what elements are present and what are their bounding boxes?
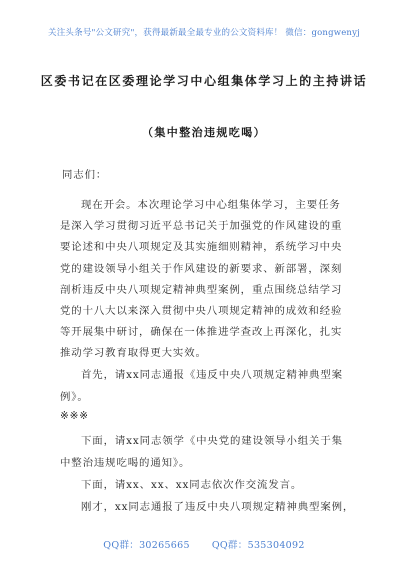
document-title: 区委书记在区委理论学习中心组集体学习上的主持讲话	[40, 74, 368, 88]
body-line: 首先，请xx同志通报《违反中央八项规定精神典型案	[81, 369, 343, 381]
header-promo-note: 关注头条号"公文研究"，获得最新最全最专业的公文资料库！ 微信：gongwenyj	[48, 28, 360, 38]
body-line: ※※※	[60, 410, 89, 422]
body-line: 党的建设领导小组关于作风建设的新要求、新部署，深刻	[60, 263, 343, 275]
footer-qq-group-1: QQ群：30265665	[103, 540, 190, 551]
body-line: 下面，请xx同志领学《中央党的建设领导小组关于集	[81, 435, 343, 447]
body-line: 下面，请xx、xx、xx同志依次作交流发言。	[81, 479, 303, 491]
footer-contact	[0, 537, 408, 551]
footer-qq-group-2: QQ群：535304092	[211, 540, 305, 551]
body-line: 剖析违反中央八项规定精神典型案例，重点围绕总结学习	[60, 284, 343, 296]
body-line: 党的十八大以来深入贯彻中央八项规定精神的成效和经验	[60, 305, 343, 317]
body-line: 刚才，xx同志通报了违反中央八项规定精神典型案例，	[81, 501, 355, 513]
body-line: 中整治违规吃喝的通知》。	[60, 457, 191, 469]
body-line: 要论述和中央八项规定及其实施细则精神，系统学习中央	[60, 241, 343, 253]
body-line: 例》。	[60, 391, 89, 403]
document-subtitle: （集中整治违规吃喝）	[142, 126, 266, 139]
body-line: 等开展集中研讨，确保在一体推进学查改上再深化，扎实	[60, 326, 343, 338]
body-line: 是深入学习贯彻习近平总书记关于加强党的作风建设的重	[60, 220, 343, 232]
body-line: 现在开会。本次理论学习中心组集体学习，主要任务	[81, 199, 341, 211]
body-line: 同志们：	[62, 169, 108, 181]
body-line: 推动学习教育取得更大实效。	[60, 347, 207, 359]
